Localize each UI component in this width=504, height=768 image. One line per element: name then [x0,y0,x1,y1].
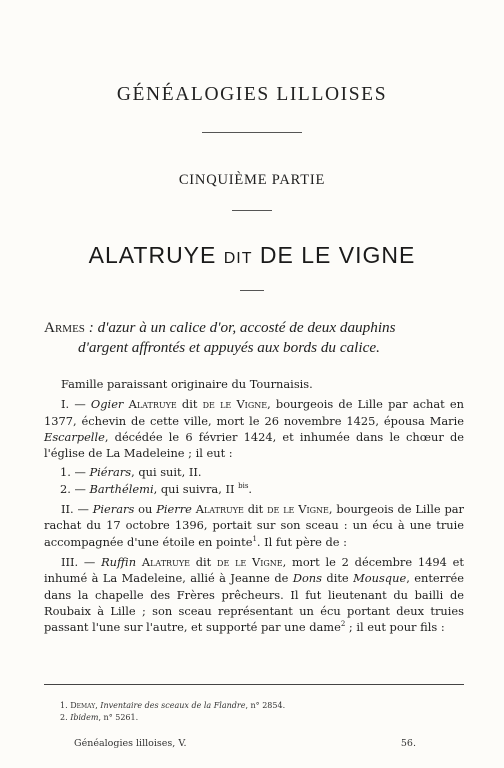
p3-text4: ; il eut pour fils : [345,620,445,635]
child-end: . [248,481,253,496]
p2-de-le-vigne: de le Vigne [267,502,329,517]
p1-text2: , décédée le 6 février 1424, et inhumée dans le chœur de l'église de La Madeleine ; il eut : [44,429,464,461]
family-title-a: ALATRUYE [88,242,217,268]
paragraph-3 [44,554,464,635]
child-num: 1. — [60,465,90,480]
footnotes [60,700,460,724]
p3-text3: , enterrée dans la chapelle des Frères prêcheurs. Il fut lieutenant du bailli de Roubaix à Lille ; son sceau représentant un écu portant deux truies passant l'une sur l'autre, et supporté par une dame [44,571,465,635]
footnote-item [60,700,460,712]
list-item [44,481,464,497]
main-title: GÉNÉALOGIES LILLOISES [116,84,388,105]
p2-text2: . Il fut père de : [256,534,348,549]
arms-line1: : d'azur à un calice d'or, accosté de deux dauphins [84,319,396,336]
p2-or: ou [134,502,157,517]
child-rest: , qui suit, II. [131,465,202,480]
p3-surname: Alatruye [141,554,190,569]
p1-surname: Alatruye [128,397,177,412]
p3-spouse: Dons [292,571,322,586]
footnote-title: Inventaire des sceaux de la Flandre [100,701,246,710]
p3-text2: dite [321,571,354,586]
family-rule [240,290,264,291]
p1-dit: dit [176,397,203,412]
p3-footnote-ref[interactable]: 2 [340,620,346,629]
paragraph-2 [44,501,464,550]
footnote-sep: , [95,701,101,710]
p3-de-le-vigne: de le Vigne [217,554,283,569]
footnote-rest: , n° 5261. [98,713,139,722]
footnote-rule [44,684,464,685]
footnote-item [60,712,460,724]
footnote-author: Demay [70,701,96,710]
footer-title: Généalogies lilloises, V. [74,738,187,749]
footnote-rest: , n° 2854. [245,701,286,710]
p2-dit: dit [243,502,268,517]
part-title: CINQUIÈME PARTIE [178,172,326,188]
p3-text1: , mort le 2 décembre 1494 et inhumé à La Madeleine, allié à Jeanne de [44,554,464,586]
p1-given-name: Ogier [90,397,124,412]
p2-number: II. — [61,502,93,517]
p2-surname: Alatruye [195,502,244,517]
p1-number: I. — [61,397,91,412]
family-title [0,242,504,269]
p1-text1: , bourgeois de Lille par achat en 1377, échevin de cette ville, mort le 26 novembre 1425, épousa Marie [44,397,464,428]
arms-blazon [44,318,464,358]
p2-footnote-ref[interactable]: 1 [252,534,257,543]
p2-given-name: Pierars [92,502,135,517]
p3-spouse2: Mousque [353,571,407,586]
page-number: 56. [400,738,416,749]
child-name: Barthélemi [89,481,154,496]
child-name: Piérars [89,465,132,480]
child-num: 2. — [60,481,90,496]
intro-paragraph: Famille paraissant originaire du Tournaisis. [61,377,313,391]
footnote-title: Ibidem [70,713,99,722]
footnote-num: 1. [60,701,71,710]
p3-given-name: Ruffin [101,554,137,569]
p2-text1: , bourgeois de Lille par rachat du 17 octobre 1396, portait sur son sceau : un écu à une truie accompagnée d'une étoile en pointe [44,502,464,549]
part-rule [232,210,272,211]
arms-line2: d'argent affrontés et appuyés aux bords du calice. [78,339,380,356]
page-footer [74,738,416,749]
list-item [44,464,464,480]
family-title-b: DE LE VIGNE [259,242,416,268]
p1-de-le-vigne: de le Vigne [202,397,268,412]
arms-label: Armes [44,319,85,336]
child-sup: bis [238,481,249,490]
body-text [44,376,464,635]
children-list-1 [44,464,464,497]
title-rule [202,132,302,133]
p3-number: III. — [61,554,102,569]
p3-dit: dit [189,554,218,569]
child-rest: , qui suivra, II [153,481,239,496]
paragraph-1 [44,396,464,461]
p2-given-name2: Pierre [156,502,192,517]
p1-spouse: Escarpelle [44,429,105,444]
footnote-num: 2. [60,713,71,722]
family-title-dit: DIT [223,250,253,267]
